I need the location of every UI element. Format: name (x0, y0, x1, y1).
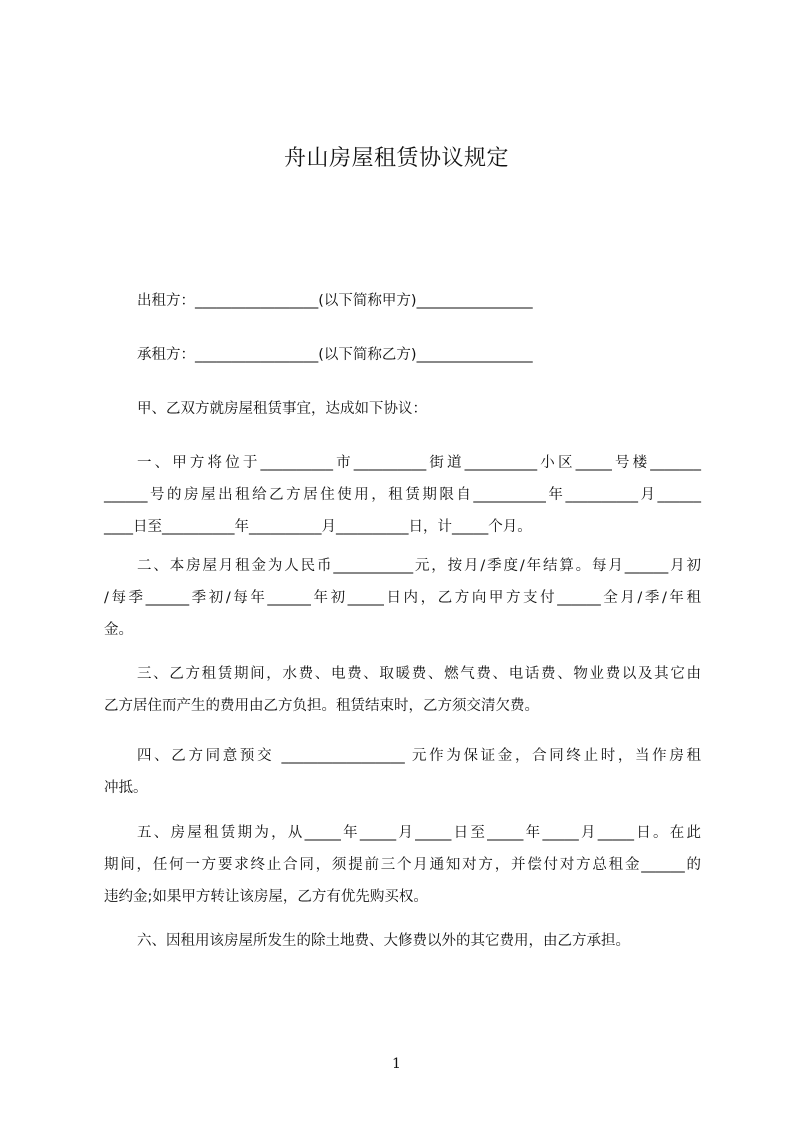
page-number: 1 (392, 1056, 401, 1072)
intro-text: 甲、乙双方就房屋租赁事宜，达成如下协议： (137, 401, 427, 417)
clause-3-line: 三、乙方租赁期间，水费、电费、取暖费、燃气费、电话费、物业费以及其它由 (137, 666, 701, 682)
intro-paragraph (104, 393, 701, 425)
lessee-line (104, 339, 701, 371)
lessor-text: 出租方：_________________(以下简称甲方)________________ (137, 293, 533, 309)
clause-1 (104, 447, 701, 543)
clause-6 (104, 925, 701, 957)
clause-5 (104, 817, 701, 913)
clause-2-line: 二、本房屋月租金为人民币___________元，按月/季度/年结算。每月______月初 (137, 558, 701, 574)
document-title: 舟山房屋租赁协议规定 (283, 146, 509, 171)
clause-5-line: 五、房屋租赁期为，从_____年_____月_____日至_____年_____月_____日。在此 (137, 825, 701, 841)
clause-6-line: 六、因租用该房屋所发生的除土地费、大修费以外的其它费用，由乙方承担。 (137, 933, 630, 949)
clause-5-line: 期间，任何一方要求终止合同，须提前三个月通知对方，并偿付对方总租金______的 (104, 857, 701, 873)
clause-4-line: 四、乙方同意预交 _________________ 元作为保证金，合同终止时，当作房租 (137, 748, 701, 764)
clause-2-line: 金。 (104, 622, 133, 638)
clause-3-line: 乙方居住而产生的费用由乙方负担。租赁结束时，乙方须交清欠费。 (104, 698, 539, 714)
clause-2-line: /每季______季初/每年______年初_____日内，乙方向甲方支付______全月/季/年租 (104, 590, 701, 606)
clause-3 (104, 658, 701, 722)
clause-4-line: 冲抵。 (104, 780, 148, 796)
lessee-text: 承租方：_________________(以下简称乙方)________________ (137, 347, 533, 363)
lessor-line (104, 285, 701, 317)
clause-1-line: 一、甲方将位于__________市__________街道__________小区_____号楼_______ (137, 455, 701, 471)
clause-5-line: 违约金;如果甲方转让该房屋，乙方有优先购买权。 (104, 889, 428, 905)
clause-4 (104, 740, 701, 804)
clause-2 (104, 550, 701, 646)
clause-1-line: ____日至__________年__________月__________日，计_____个月。 (104, 519, 532, 535)
clause-1-line: ______号的房屋出租给乙方居住使用，租赁期限自__________年__________月______ (104, 487, 701, 503)
